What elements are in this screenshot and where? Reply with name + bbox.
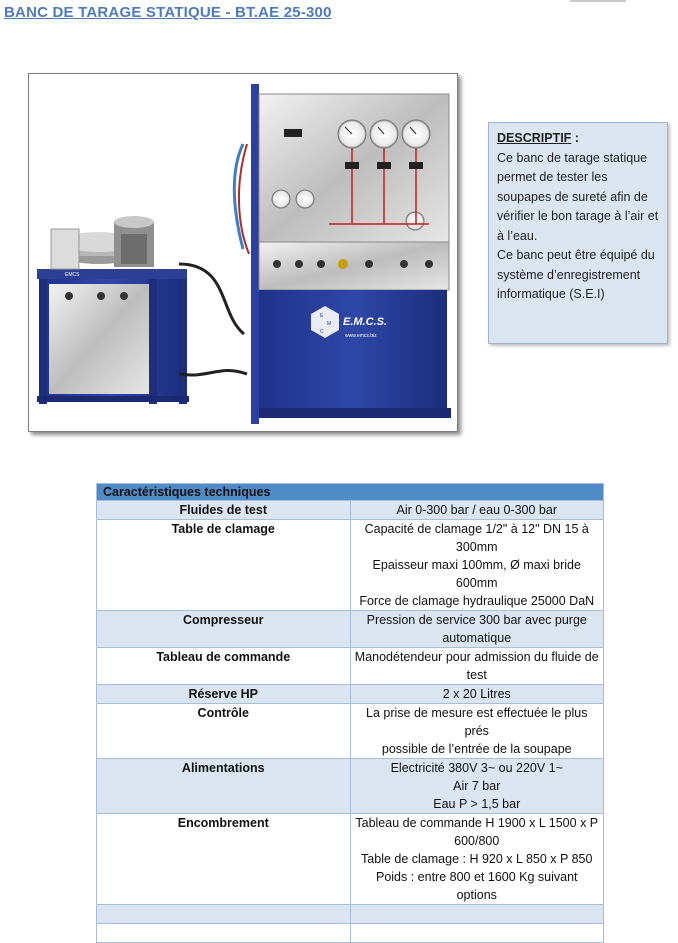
gauge-4	[272, 190, 290, 208]
spec-value: Tableau de commande H 1900 x L 1500 x P 600/800 Table de clamage : H 920 x L 850 x P 850 Poids : entre 800 et 1600 Kg suivant options	[350, 814, 604, 905]
spec-value: Pression de service 300 bar avec purge automatique	[350, 611, 604, 648]
page-title: BANC DE TARAGE STATIQUE - BT.AE 25-300	[4, 4, 332, 21]
gauge-5	[296, 190, 314, 208]
table-row	[97, 704, 604, 759]
spec-value: Manodétendeur pour admission du fluide de test	[350, 648, 604, 685]
spec-key: Tableau de commande	[97, 648, 351, 685]
spec-value: 2 x 20 Litres	[350, 685, 604, 704]
test-bench-illustration	[29, 74, 457, 431]
spec-key: Encombrement	[97, 814, 351, 905]
description-paragraph-1: Ce banc de tarage statique permet de tester les soupapes de sureté afin de vérifier le bon tarage à l’air et à l’eau.	[497, 150, 659, 243]
table-row-empty	[97, 905, 604, 924]
logo-letter-c: C	[320, 329, 324, 335]
spec-key: Contrôle	[97, 704, 351, 759]
cabinet-brand: E.M.C.S.	[343, 316, 388, 328]
cabinet-url: www.emcs.biz	[345, 333, 377, 339]
logo-letter-e: E	[320, 313, 324, 319]
description-header: DESCRIPTIF	[497, 131, 572, 145]
specs-table-header-row	[97, 484, 604, 501]
spec-key: Fluides de test	[97, 501, 351, 520]
cabinet-body	[259, 290, 447, 408]
cabinet-door-edge	[251, 84, 259, 424]
gauge-6	[406, 212, 424, 230]
clamping-table-panel	[49, 284, 149, 394]
clamping-table-top	[37, 269, 187, 279]
table-row	[97, 759, 604, 814]
table-row	[97, 648, 604, 685]
spec-key: Alimentations	[97, 759, 351, 814]
table-row	[97, 520, 604, 611]
spec-value: Electricité 380V 3~ ou 220V 1~ Air 7 bar Eau P > 1,5 bar	[350, 759, 604, 814]
spec-value: Air 0-300 bar / eau 0-300 bar	[350, 501, 604, 520]
table-row	[97, 814, 604, 905]
table-row	[97, 501, 604, 520]
spec-value: Capacité de clamage 1/2" à 12" DN 15 à 300mm Epaisseur maxi 100mm, Ø maxi bride 600mm Force de clamage hydraulique 25000 DaN	[350, 520, 604, 611]
description-box	[488, 122, 668, 344]
spec-key: Réserve HP	[97, 685, 351, 704]
table-row	[97, 611, 604, 648]
table-row	[97, 685, 604, 704]
logo-letter-m: M	[327, 321, 332, 327]
product-photo	[28, 73, 458, 432]
spec-value: La prise de mesure est effectuée le plus prés possible de l’entrée de la soupape	[350, 704, 604, 759]
small-brand-label: EMCS	[65, 272, 80, 278]
description-header-colon: :	[571, 131, 579, 145]
spec-key: Compresseur	[97, 611, 351, 648]
top-divider	[570, 0, 626, 2]
specs-table	[96, 483, 604, 943]
description-paragraph-2: Ce banc peut être équipé du système d’enregistrement informatique (S.E.I)	[497, 248, 655, 301]
spec-key: Table de clamage	[97, 520, 351, 611]
specs-table-header: Caractéristiques techniques	[97, 484, 604, 501]
table-row-empty	[97, 924, 604, 943]
